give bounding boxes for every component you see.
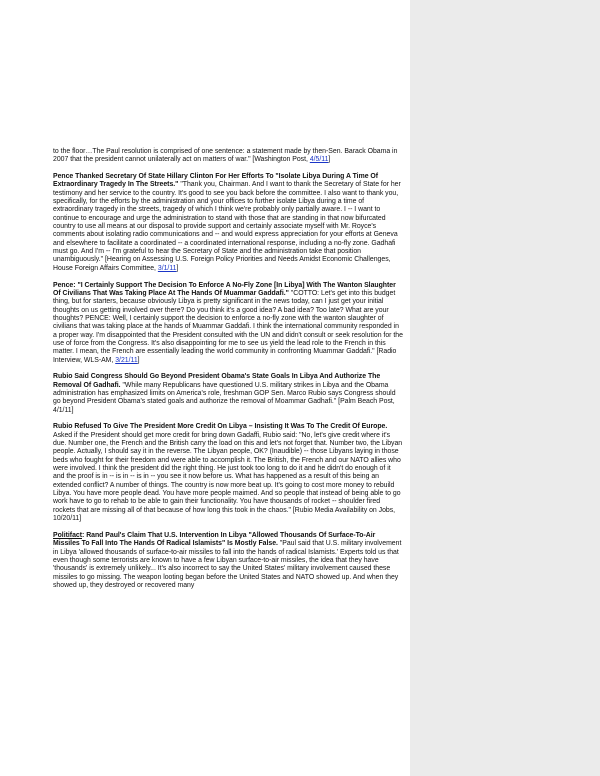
paragraph-heading: Rubio Said Congress Should Go Beyond President Obama's State Goals In Libya And Authorize The Removal Of Gadhafi. xyxy=(53,373,381,389)
heading-text: : Rand Paul's Claim That U.S. Intervention In Libya "Allowed Thousands Of Surface-To-Air Missiles To Fall Into The Hands Of Radical Islamists" Is Mostly False. xyxy=(53,531,376,548)
paragraph-tail: ] xyxy=(328,156,331,164)
paragraph-body: "Thank you, Chairman. And I want to thank the Secretary of State for her testimony and her service to the country. It's good to see you back before the committee. I also want to thank you, specifically, for the efforts by the administration and your offices to further isolate Libya during a time of extraordinary tragedy in the streets, tragedy of which I think we're probably only partially aware. I -- I want to continue to encourage and urge the administration to stand with those that are standing in that now bifurcated country to use all means at our disposal to provide support and certainly associate myself with Mr. Royce's comments about isolating radio communications and -- and would express appreciation for your efforts at Geneva and elsewhere to facilitate a coordinated -- a coordinated international response, including a no-fly zone. Gadhafi must go. And I'm -- I'm grateful to hear the Secretary of State and the administration take that position unambiguously." [Hearing on Assessing U.S. Foreign Policy Priorities and Needs Amidst Economic Challenges, House Foreign Affairs Committee, xyxy=(53,181,401,272)
paragraph-pence-clinton xyxy=(53,173,403,273)
paragraph-rubio-credit xyxy=(53,423,403,523)
paragraph-body: "Paul said that U.S. military involvement in Libya 'allowed thousands of surface-to-air missiles to fall into the hands of radical Islamists.' Experts told us that even though some terrorists are known to have a few Libyan surface-to-air missiles, the idea that they have 'thousands' is extremely unlikely... It's also incorrect to say the United States' military involvement caused these missiles to go missing. The weapon looting began before the United States and NATO showed up. And when they showed up, they destroyed or recovered many xyxy=(53,540,402,589)
paragraph-tail: ] xyxy=(137,356,140,364)
comment-margin-panel xyxy=(410,0,600,776)
paragraph-tail: ] xyxy=(176,264,179,272)
document-body xyxy=(53,148,403,599)
paragraph-body: "While many Republicans have questioned U.S. military strikes in Libya and the Obama administration has emphasized limits on America's role, freshman GOP Sen. Marco Rubio says Congress should go beyond President Obama's stated goals and authorize the removal of Moammar Gadhafi." [Palm Beach Post, 4/1/11] xyxy=(53,381,396,414)
source-link[interactable]: 3/1/11 xyxy=(157,264,177,272)
paragraph-body: to the floor…The Paul resolution is comprised of one sentence: a statement made by then-Sen. Barack Obama in 2007 that the president cannot unilaterally act on matters of war." [Washington Post, xyxy=(53,148,398,164)
paragraph-politifact-paul xyxy=(53,532,403,590)
paragraph-body: Asked if the President should get more credit for bring down Gadaffi, Rubio said: "No, let's give credit where it's due. Number one, the French and the British carry the load on this and let's not forget that. Number two, the Libyan people. Actually, I should say it in the reverse. The Libyan people, OK? (Inaudible) -- those Libyans laying in those beds who fought for their freedom and were able to accomplish it. The British, the French and our NATO allies who were involved. I think the president did the right thing. He just took too long to do it and he didn't do enough of it and the proof is in -- is in -- is in -- you see it now before us. What has happened as a result of this being an extended conflict? A number of things. The country is now more beat up. It's going to cost more money to rebuild Libya. You have more people dead. You have more people maimed. And so people that instead of being able to go work have to go to rehab to be able to gain their functionality. You have thousands of rocket -- shoulder fired rockets that are missing all of that because of how long this took in the chaos." [Rubio Media Availability on Jobs, 10/20/11] xyxy=(53,431,403,523)
paragraph-rubio-congress xyxy=(53,373,403,415)
paragraph-heading: Pence: "I Certainly Support The Decision To Enforce A No-Fly Zone [In Libya] With The Wanton Slaughter Of Civilians That Was Taking Place At The Hands Of Muammar Gaddafi." xyxy=(53,281,396,297)
source-link[interactable]: 3/21/11 xyxy=(115,356,138,364)
heading-underlined-source: Politifact xyxy=(53,531,82,539)
paragraph-heading: Rubio Refused To Give The President More Credit On Libya – Insisting It Was To The Credit Of Europe. xyxy=(53,423,388,431)
paragraph-paul-resolution xyxy=(53,148,403,165)
source-link[interactable]: 4/5/11 xyxy=(309,156,329,164)
paragraph-heading: Pence Thanked Secretary Of State Hillary Clinton For Her Efforts To "Isolate Libya During A Time Of Extraordinary Tragedy In The Streets." xyxy=(53,173,379,189)
paragraph-body: "COTTO: Let's get into this budget thing, but for starters, because obviously Libya is pretty significant in the news today, can I just get your initial thoughts on us getting involved over there? Do you think it's a good idea? A bad idea? Too late? What are your thoughts? PENCE: Well, I certainly support the decision to enforce a no-fly zone with the wanton slaughter of civilians that was taking place at the hands of Muammar Gaddafi. I think the international community responded in a proper way. I'm disappointed that the President consulted with the UN and didn't consult or seek resolution for the use of force from the Congress. It's also disappointing for me to see us yield the lead role to the French in this matter. I mean, the French are essentially leading the world community in confronting Muammar Gaddafi." [Radio Interview, WLS-AM, xyxy=(53,289,403,364)
paragraph-pence-no-fly-zone xyxy=(53,282,403,365)
